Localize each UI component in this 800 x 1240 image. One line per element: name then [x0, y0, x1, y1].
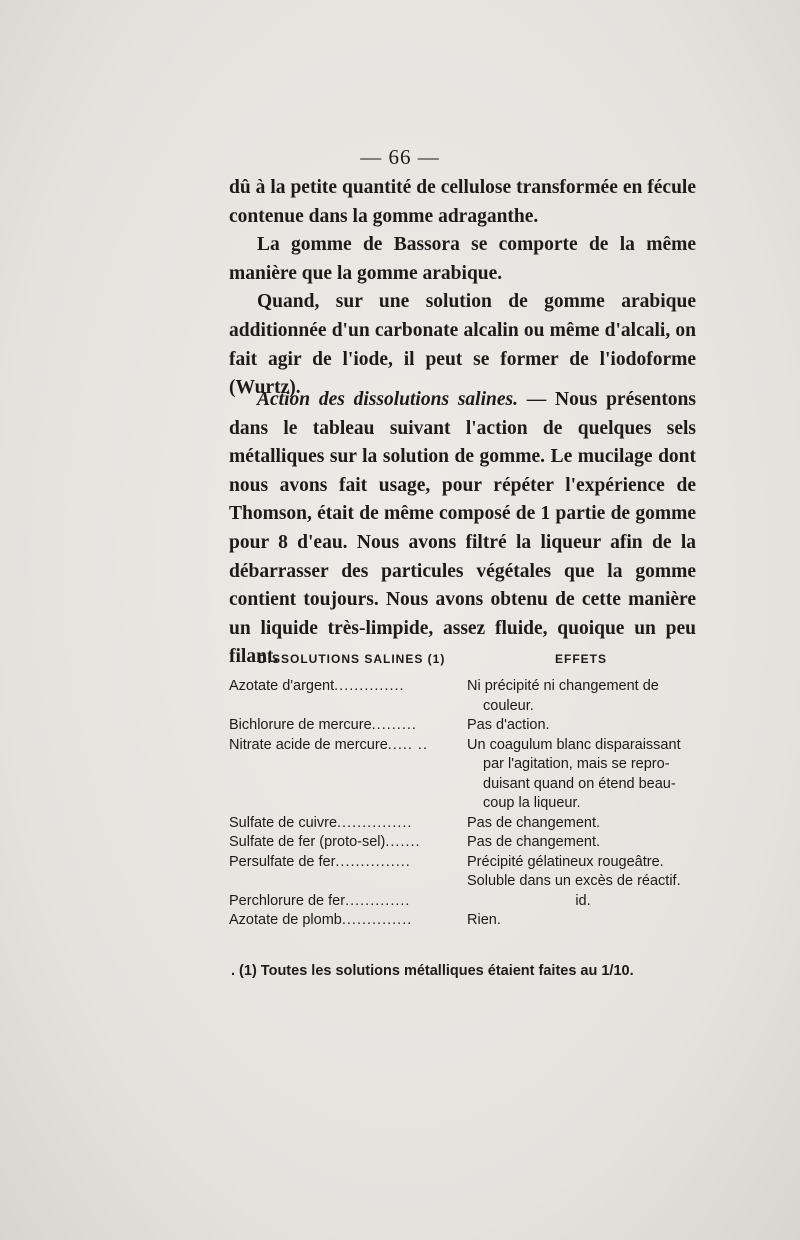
leader-dots: ............... — [337, 814, 413, 831]
section-body: — Nous présentons dans le tableau suivant l'action de quelques sels métalliques sur la solution de gomme. Le mucilage dont nous avons fait usage, pour répéter l'expérience de Thomson, était de même composé de 1 partie de gomme pour 8 d'eau. Nous avons filtré la liqueur afin de la débarrasser des particules végétales que la gomme contient toujours. Nous avons obtenu de cette manière un liquide très-limpide, assez fluide, quoique un peu filant. — [229, 389, 696, 668]
paragraph: La gomme de Bassora se comporte de la même manière que la gomme arabique. — [229, 234, 696, 284]
salt-name-cell — [229, 677, 467, 716]
leader-dots: .............. — [341, 912, 413, 928]
salt-effects-table — [229, 677, 699, 931]
table-row — [229, 833, 699, 853]
effect-cell — [467, 833, 699, 853]
effect-line: par l'agitation, mais se repro- — [483, 756, 670, 772]
table-header-left: DISSOLUTIONS SALINES (1) — [258, 652, 446, 666]
section-text — [229, 386, 696, 672]
effect-cell — [467, 853, 699, 892]
effect-line: Rien. — [467, 912, 501, 928]
effect-line: Ni précipité ni changement de — [467, 678, 659, 694]
salt-name-cell — [229, 716, 467, 736]
effect-line: Précipité gélatineux rougeâtre. — [467, 853, 664, 870]
table-header-right: EFFETS — [555, 652, 608, 666]
effect-line: Pas d'action. — [467, 717, 550, 733]
table-row — [229, 677, 699, 716]
section-title: Action des dissolutions salines. — [257, 389, 518, 410]
table-row — [229, 814, 699, 834]
table-row — [229, 911, 699, 931]
salt-name: Azotate de plomb — [229, 912, 342, 928]
salt-name: Sulfate de fer (proto-sel) — [229, 834, 386, 850]
page-number: — 66 — — [360, 145, 440, 169]
salt-name-cell — [229, 736, 467, 814]
salt-name-cell — [229, 892, 467, 912]
table-row — [229, 716, 699, 736]
paragraph: dû à la petite quantité de cellulose transformée en fécule contenue dans la gomme adraganthe. — [229, 177, 696, 227]
salt-name-cell — [229, 911, 467, 931]
effect-line: Un coagulum blanc disparaissant — [467, 736, 681, 753]
leader-dots: ......... — [371, 717, 417, 733]
effect-line: id. — [575, 892, 591, 909]
effect-line: couleur. — [483, 697, 534, 714]
paragraph: Quand, sur une solution de gomme arabique additionnée d'un carbonate alcalin ou même d'alcali, on fait agir de l'iode, il peut se former de l'iodoforme (Wurtz). — [229, 291, 696, 399]
section-paragraph — [229, 386, 696, 672]
salt-name-cell — [229, 814, 467, 834]
leader-dots: ....... — [385, 834, 421, 850]
leader-dots: ............. — [345, 892, 411, 909]
effect-cell — [467, 892, 699, 912]
table-row — [229, 736, 699, 814]
table-row — [229, 892, 699, 912]
salt-name: Azotate d'argent — [229, 678, 335, 694]
intro-text — [229, 174, 696, 403]
effect-line: duisant quand on étend beau- — [483, 775, 676, 792]
leader-dots: ............... — [335, 853, 411, 870]
salt-name: Persulfate de fer — [229, 853, 336, 870]
salt-name: Bichlorure de mercure — [229, 717, 372, 733]
salt-name-cell — [229, 853, 467, 892]
salt-name-cell — [229, 833, 467, 853]
effect-cell — [467, 677, 699, 716]
effect-cell — [467, 736, 699, 814]
leader-dots: ..... .. — [387, 736, 428, 753]
footnote: . (1) Toutes les solutions métalliques étaient faites au 1/10. — [231, 963, 634, 979]
effect-cell — [467, 911, 699, 931]
effect-line: coup la liqueur. — [483, 795, 581, 811]
salt-name: Nitrate acide de mercure — [229, 736, 388, 753]
effect-line: Pas de changement. — [467, 834, 601, 850]
effect-cell — [467, 814, 699, 834]
effect-line: Soluble dans un excès de réactif. — [467, 873, 681, 889]
effect-cell — [467, 716, 699, 736]
effect-line: Pas de changement. — [467, 814, 601, 831]
salt-name: Sulfate de cuivre — [229, 814, 338, 831]
salt-name: Perchlorure de fer — [229, 892, 346, 909]
leader-dots: .............. — [334, 678, 405, 694]
table-row — [229, 853, 699, 892]
